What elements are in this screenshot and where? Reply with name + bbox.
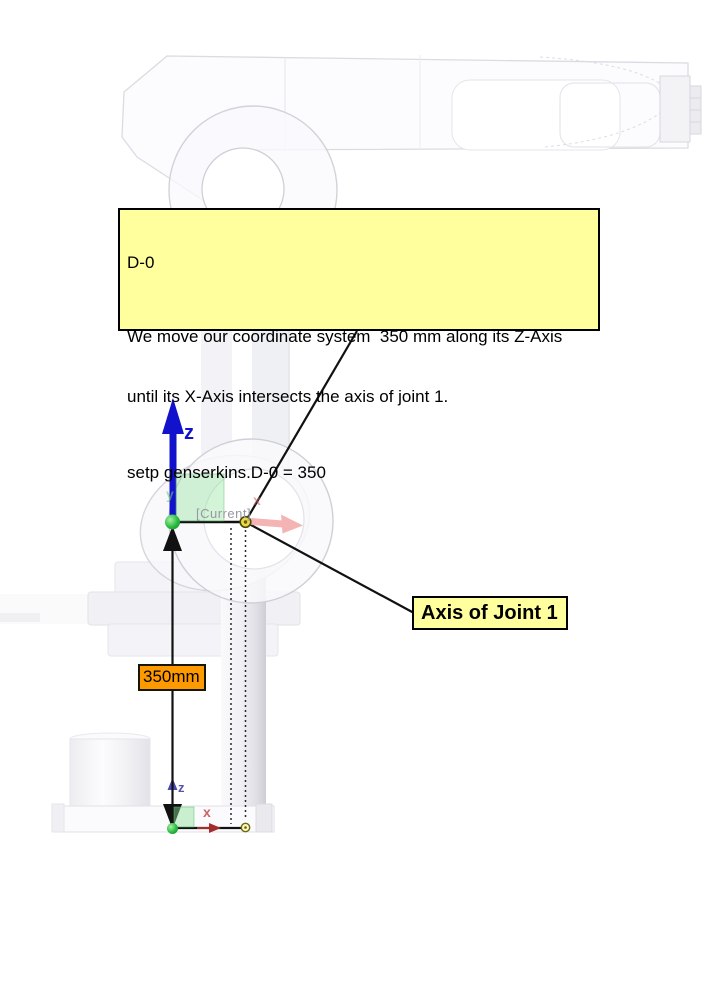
base-x-axis-label: x bbox=[203, 804, 211, 820]
selection-highlight-base bbox=[174, 807, 194, 827]
joint-axis-point-base bbox=[241, 823, 249, 831]
current-frame-tag: [Current] bbox=[196, 506, 252, 521]
callout-box-d0 bbox=[118, 208, 600, 482]
z-axis-label: z bbox=[184, 422, 194, 444]
dimension-value-label: 350mm bbox=[138, 664, 206, 691]
x-axis-faint-label: x bbox=[253, 492, 261, 508]
callout-command: setp genserkins.D-0 = 350 bbox=[127, 463, 326, 482]
base-z-axis-label: z bbox=[178, 780, 185, 795]
callout-title: D-0 bbox=[127, 253, 155, 272]
callout-body-line2: until its X-Axis intersects the axis of joint 1. bbox=[127, 387, 449, 406]
axis-of-joint-label: Axis of Joint 1 bbox=[412, 596, 568, 630]
callout-body-line1: We move our coordinate system 350 mm along its Z-Axis bbox=[127, 327, 563, 346]
origin-point-base bbox=[167, 823, 178, 834]
y-axis-faint-label: y bbox=[166, 486, 174, 502]
